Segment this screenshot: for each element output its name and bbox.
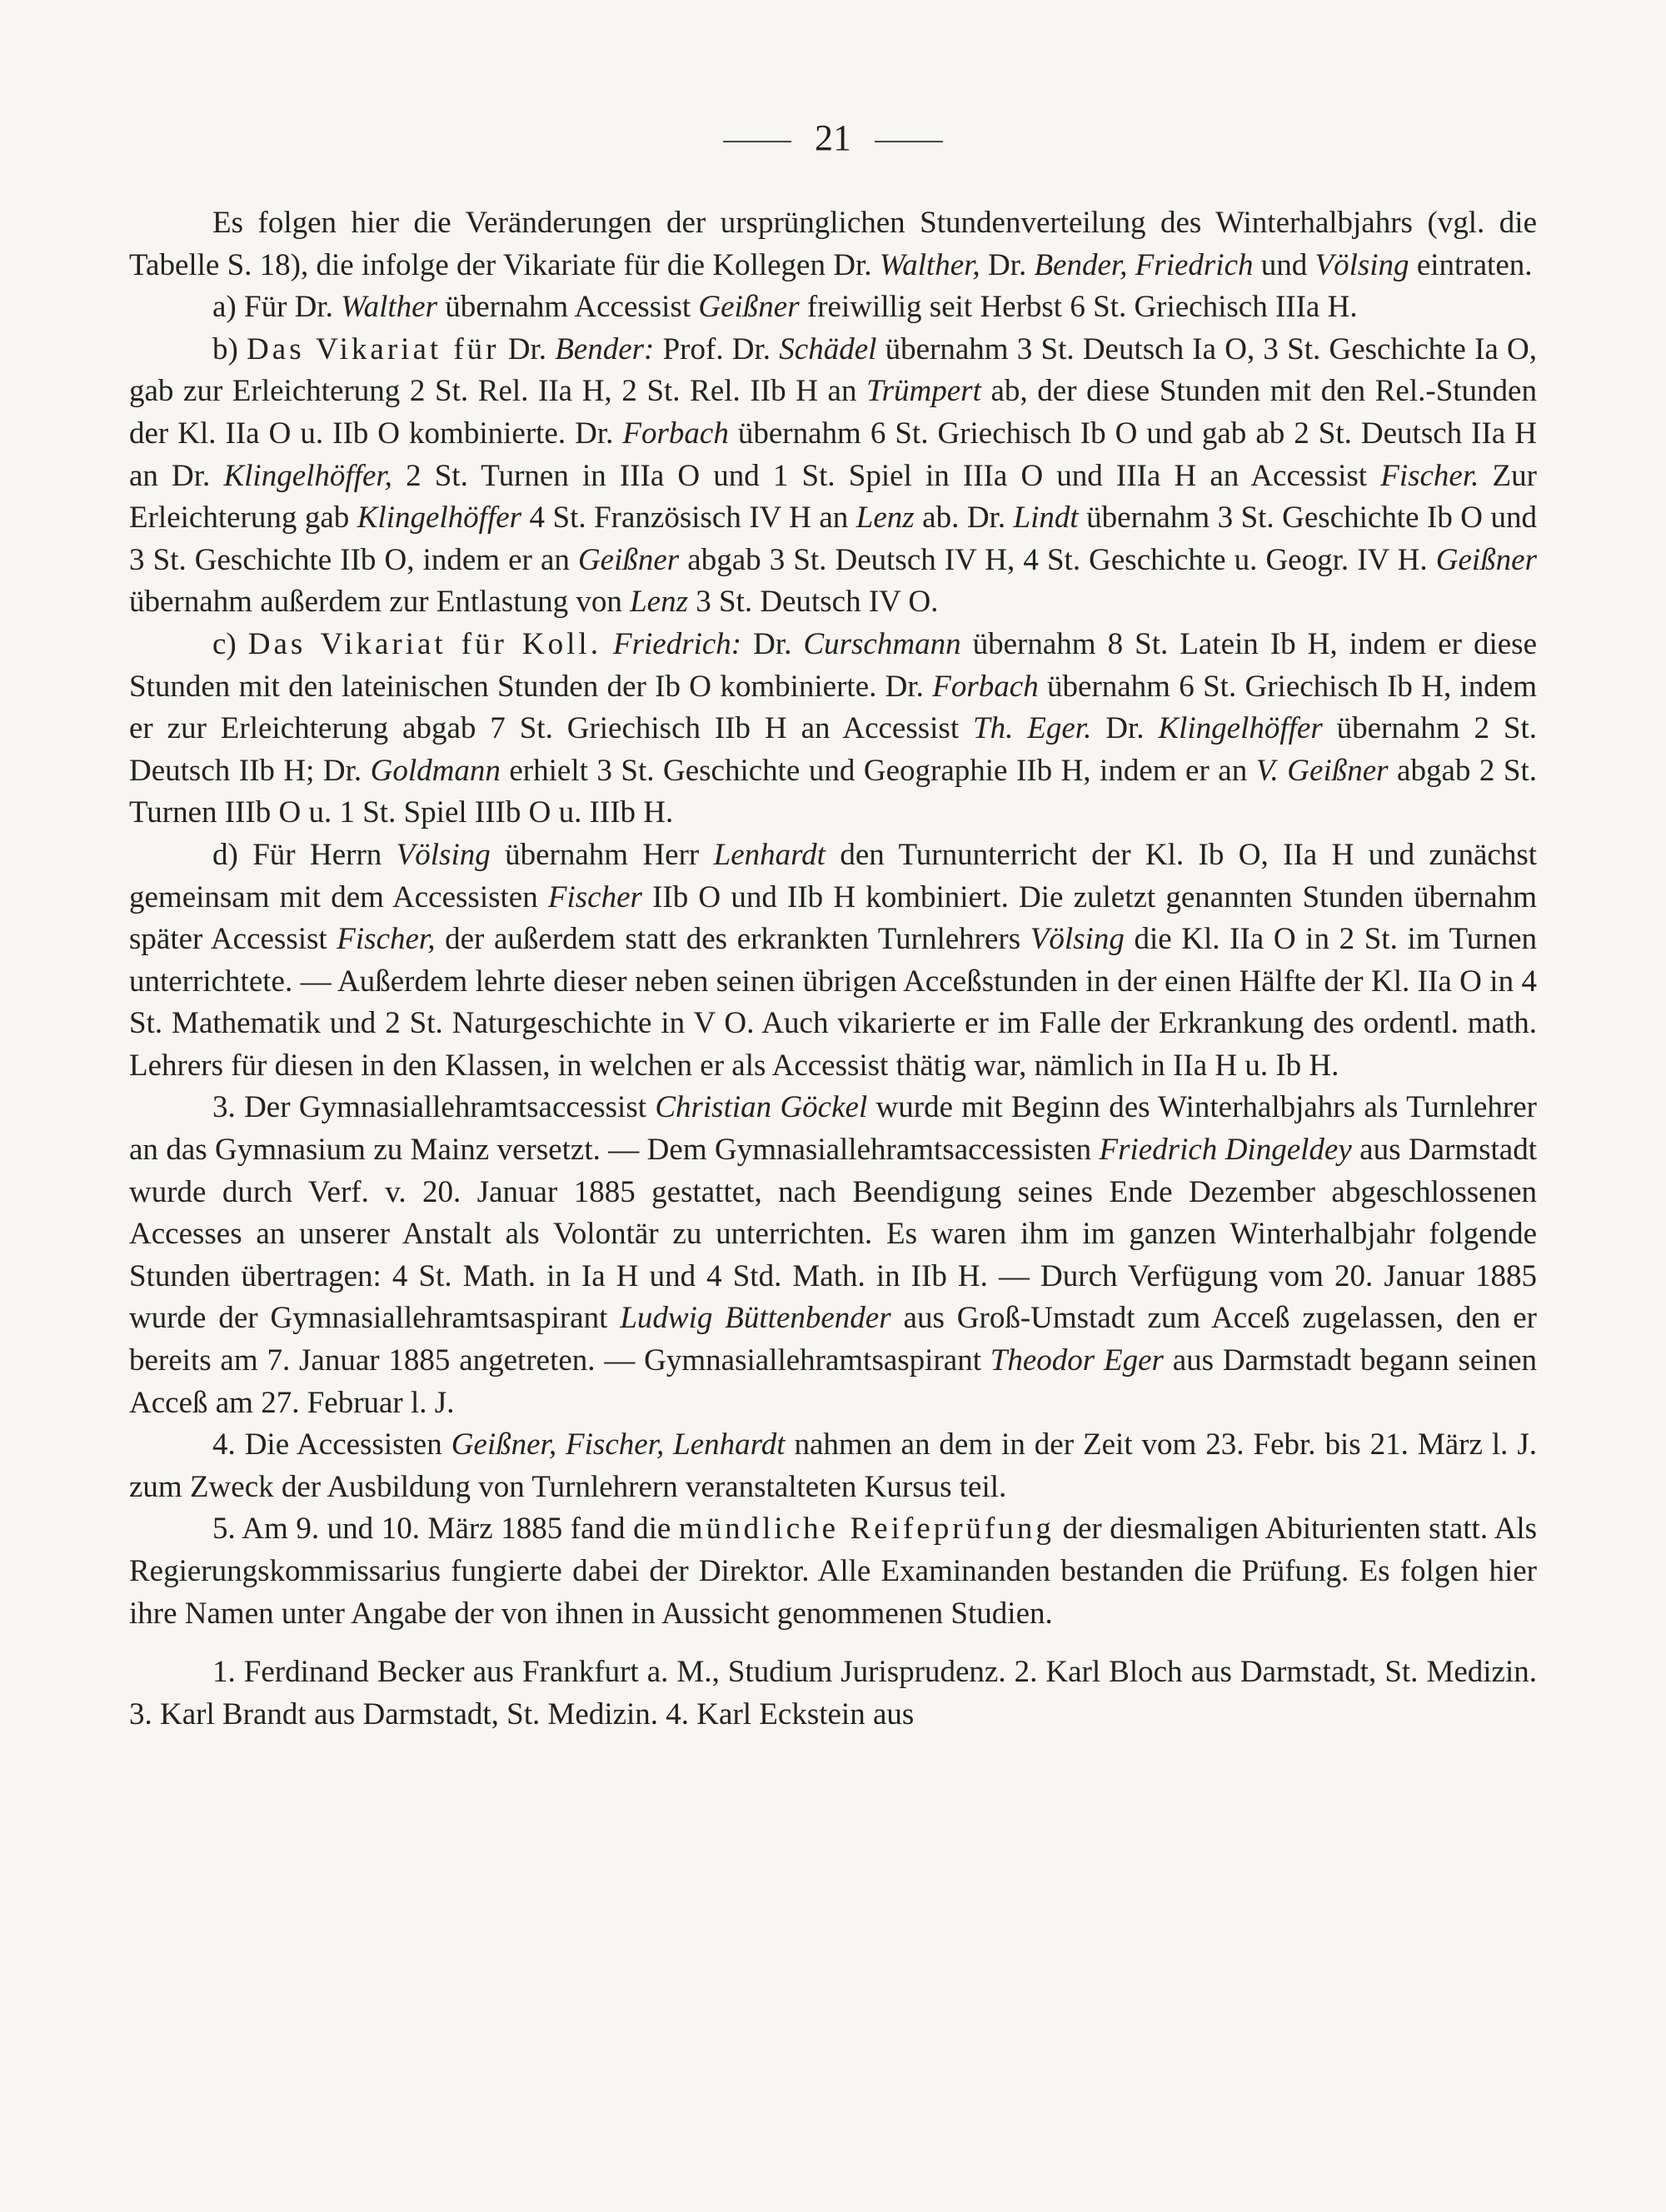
page-number: 21	[815, 117, 851, 158]
paragraph-intro: Es folgen hier die Veränderungen der ursprünglichen Stundenverteilung des Winterhalbjahrs (vgl. die Tabelle S. 18), die infolge der Vikariate für die Kollegen Dr. Walther, Dr. Bender, Friedrich und Völsing eintraten.	[129, 206, 1537, 282]
header-dash-left	[723, 141, 791, 142]
paragraph-5: 5. Am 9. und 10. März 1885 fand die mündliche Reifeprüfung der diesmaligen Abiturienten statt. Als Regierungskommissarius fungierte dabei der Direktor. Alle Examinanden bestanden die Prüfung. Es folgen hier ihre Namen unter Angabe der von ihnen in Aussicht genommenen Studien.	[129, 1512, 1538, 1631]
paragraph-d: d) Für Herrn Völsing übernahm Herr Lenhardt den Turnunterricht der Kl. Ib O, IIa H und zunächst gemeinsam mit dem Accessisten Fischer IIb O und IIb H kombiniert. Die zuletzt genannten Stunden übernahm später Accessist Fischer, der außerdem statt des erkrankten Turnlehrers Völsing die Kl. IIa O in 2 St. im Turnen unterrichtete. — Außerdem lehrte dieser neben seinen übrigen Acceßstunden in der einen Hälfte der Kl. IIa O in 4 St. Mathematik und 2 St. Naturgeschichte in V O. Auch vikarierte er im Falle der Erkrankung des ordentl. math. Lehrers für diesen in den Klassen, in welchen er als Accessist thätig war, nämlich in IIa H u. Ib H.	[129, 837, 1538, 1083]
paragraph-4: 4. Die Accessisten Geißner, Fischer, Lenhardt nahmen an dem in der Zeit vom 23. Febr. bis 21. März l. J. zum Zweck der Ausbildung von Turnlehrern veranstalteten Kursus teil.	[129, 1427, 1538, 1504]
header-dash-right	[875, 141, 943, 142]
paragraph-c: c) Das Vikariat für Koll. Friedrich: Dr. Curschmann übernahm 8 St. Latein Ib H, indem er diese Stunden mit den lateinischen Stunden der Ib O kombinierte. Dr. Forbach übernahm 6 St. Griechisch Ib H, indem er zur Erleichterung abgab 7 St. Griechisch IIb H an Accessist Th. Eger. Dr. Klingelhöffer übernahm 2 St. Deutsch IIb H; Dr. Goldmann erhielt 3 St. Geschichte und Geographie IIb H, indem er an V. Geißner abgab 2 St. Turnen IIIb O u. 1 St. Spiel IIIb O u. IIIb H.	[129, 626, 1538, 830]
page-header	[0, 117, 1666, 159]
paragraph-graduates: 1. Ferdinand Becker aus Frankfurt a. M., Studium Jurisprudenz. 2. Karl Bloch aus Darmstadt, St. Medizin. 3. Karl Brandt aus Darmstadt, St. Medizin. 4. Karl Eckstein aus	[129, 1655, 1537, 1731]
paragraph-a: a) Für Dr. Walther übernahm Accessist Geißner freiwillig seit Herbst 6 St. Griechisch IIIa H.	[212, 290, 1358, 325]
body-text	[129, 202, 1537, 1736]
paragraph-b: b) Das Vikariat für Dr. Bender: Prof. Dr. Schädel übernahm 3 St. Deutsch Ia O, 3 St. Geschichte Ia O, gab zur Erleichterung 2 St. Rel. IIa H, 2 St. Rel. IIb H an Trümpert ab, der diese Stunden mit den Rel.-Stunden der Kl. IIa O u. IIb O kombinierte. Dr. Forbach übernahm 6 St. Griechisch Ib O und gab ab 2 St. Deutsch IIa H an Dr. Klingelhöffer, 2 St. Turnen in IIIa O und 1 St. Spiel in IIIa O und IIIa H an Accessist Fischer. Zur Erleichterung gab Klingelhöffer 4 St. Französisch IV H an Lenz ab. Dr. Lindt übernahm 3 St. Geschichte Ib O und 3 St. Geschichte IIb O, indem er an Geißner abgab 3 St. Deutsch IV H, 4 St. Geschichte u. Geogr. IV H. Geißner übernahm außerdem zur Entlastung von Lenz 3 St. Deutsch IV O.	[129, 331, 1537, 620]
paragraph-3: 3. Der Gymnasiallehramtsaccessist Christian Göckel wurde mit Beginn des Winterhalbjahrs als Turnlehrer an das Gymnasium zu Mainz versetzt. — Dem Gymnasiallehramtsaccessisten Friedrich Dingeldey aus Darmstadt wurde durch Verf. v. 20. Januar 1885 gestattet, nach Beendigung seines Ende Dezember abgeschlossenen Accesses an unserer Anstalt als Volontär zu unterrichten. Es waren ihm im ganzen Winterhalbjahr folgende Stunden übertragen: 4 St. Math. in Ia H und 4 Std. Math. in IIb H. — Durch Verfügung vom 20. Januar 1885 wurde der Gymnasiallehramtsaspirant Ludwig Büttenbender aus Groß-Umstadt zum Acceß zugelassen, den er bereits am 7. Januar 1885 angetreten. — Gymnasiallehramtsaspirant Theodor Eger aus Darmstadt begann seinen Acceß am 27. Februar l. J.	[129, 1090, 1537, 1420]
